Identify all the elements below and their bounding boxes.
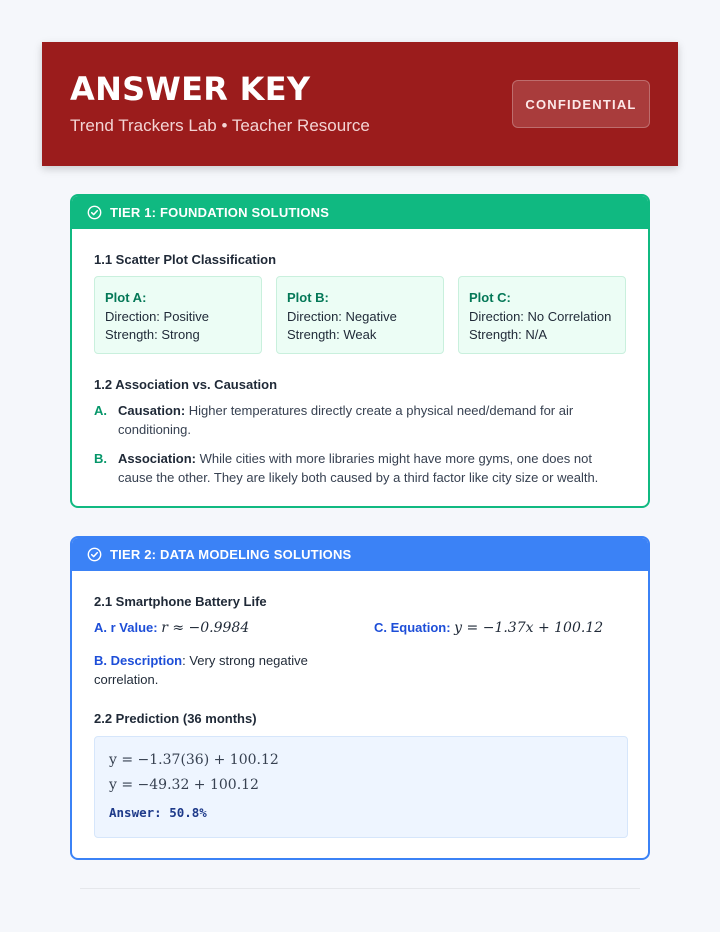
item-text: Higher temperatures directly create a physical need/demand for air conditioning. [118,403,574,437]
item-text: While cities with more libraries might have more gyms, one does not cause the other. They are likely both caused by a third factor like city size or wealth. [118,451,599,485]
answer-item-a [94,401,614,439]
section-1-1-title: 1.1 Scatter Plot Classification [94,252,277,267]
page-subtitle: Trend Trackers Lab • Teacher Resource [70,116,370,135]
plot-b-box [276,276,444,354]
tier1-card [70,194,650,508]
plot-direction: Direction: Negative [287,308,397,324]
r-value-row [94,620,249,636]
section-1-2-title: 1.2 Association vs. Causation [94,377,278,392]
page-title: ANSWER KEY [70,70,311,108]
equation-label: C. Equation: [374,620,451,635]
r-value-label: A. r Value: [94,620,158,635]
tier2-card [70,536,650,860]
plot-direction: Direction: No Correlation [469,308,612,324]
plot-title: Plot B: [287,290,329,305]
plot-title: Plot C: [469,290,511,305]
prediction-step: y = −49.32 + 100.12 [109,777,259,793]
description-text: : Very strong negative correlation. [94,653,308,687]
footer-divider [80,888,640,889]
tier2-heading: TIER 2: DATA MODELING SOLUTIONS [110,547,352,562]
section-2-1-title: 2.1 Smartphone Battery Life [94,594,267,609]
plot-a-box [94,276,262,354]
plot-direction: Direction: Positive [105,308,210,324]
equation-math: y = −1.37x + 100.12 [454,620,604,636]
plot-strength: Strength: Weak [287,327,377,342]
header-banner [42,42,678,166]
answer-item-b [94,449,614,487]
plot-strength: Strength: N/A [469,327,548,342]
equation-row [374,620,603,636]
item-letter: B. [94,451,107,466]
r-value-math: r ≈ −0.9984 [161,620,250,636]
tier1-header [72,196,648,229]
plot-strength: Strength: Strong [105,327,200,342]
plot-title: Plot A: [105,290,147,305]
check-circle-icon [87,547,102,562]
section-2-2-title: 2.2 Prediction (36 months) [94,711,257,726]
item-letter: A. [94,403,107,418]
confidential-badge: CONFIDENTIAL [512,80,650,128]
tier1-heading: TIER 1: FOUNDATION SOLUTIONS [110,205,330,220]
prediction-answer: Answer: 50.8% [109,805,207,820]
prediction-step: y = −1.37(36) + 100.12 [109,752,279,768]
description-row [94,651,334,689]
check-circle-icon [87,205,102,220]
item-label: Causation: [118,403,186,418]
plot-c-box [458,276,626,354]
description-label: B. Description [94,653,183,668]
tier2-header [72,538,648,571]
prediction-box [94,736,628,838]
item-label: Association: [118,451,197,466]
